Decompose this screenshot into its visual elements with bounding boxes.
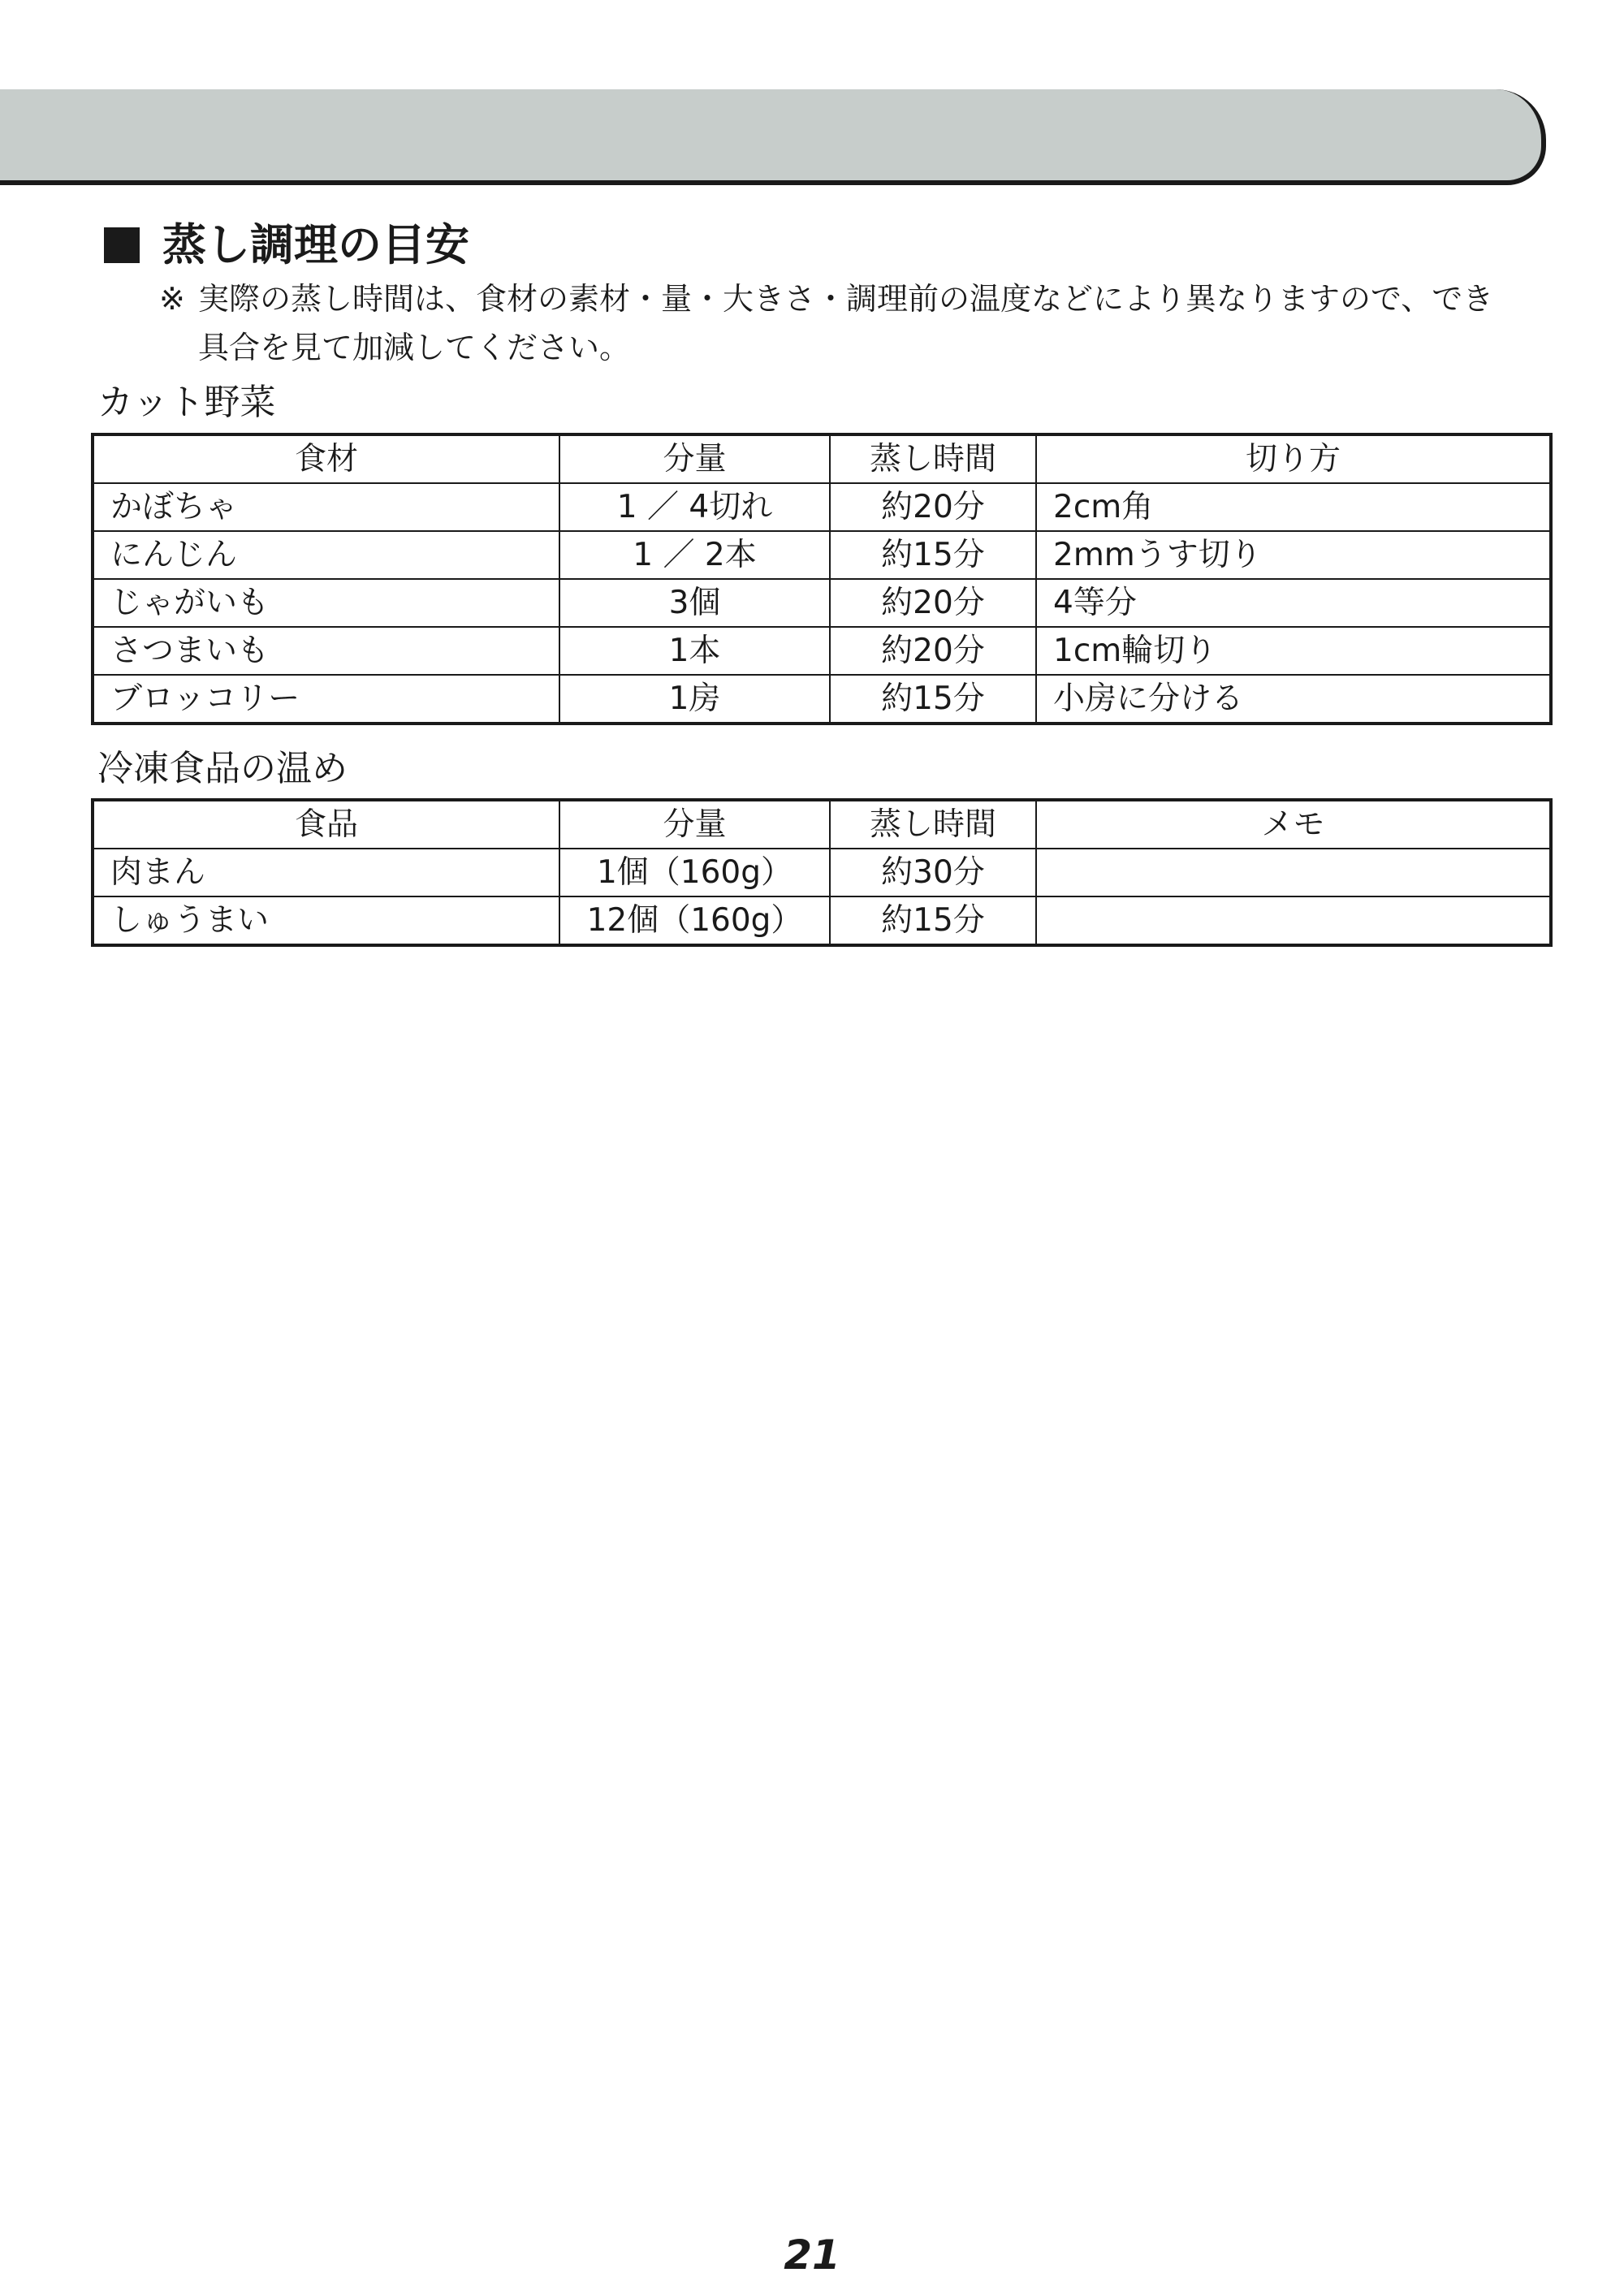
table-cell: 約20分: [830, 483, 1036, 531]
column-header: 分量: [559, 434, 830, 483]
table-cell: [1036, 896, 1551, 945]
section-title-text: 蒸し調理の目安: [162, 219, 469, 270]
table-row: [93, 627, 1551, 675]
table-cell: 約30分: [830, 849, 1036, 896]
table-row: [93, 896, 1551, 945]
vegetables-table: [91, 433, 1553, 725]
frozen-heading: 冷凍食品の温め: [97, 748, 348, 789]
table-cell: じゃがいも: [93, 579, 559, 627]
table-cell: 1房: [559, 675, 830, 724]
table-cell: 2cm角: [1036, 483, 1551, 531]
column-header: 食品: [93, 800, 559, 849]
table-header-row: [93, 800, 1551, 849]
table-row: [93, 483, 1551, 531]
vegetables-heading: カット野菜: [97, 382, 276, 423]
table-row: [93, 675, 1551, 724]
column-header: 切り方: [1036, 434, 1551, 483]
table-row: [93, 579, 1551, 627]
table-cell: かぼちゃ: [93, 483, 559, 531]
note-line-2: 具合を見て加減してください。: [198, 330, 631, 365]
column-header: 蒸し時間: [830, 800, 1036, 849]
column-header: 分量: [559, 800, 830, 849]
table-cell: 2mmうす切り: [1036, 531, 1551, 579]
table-cell: にんじん: [93, 531, 559, 579]
table-cell: しゅうまい: [93, 896, 559, 945]
table-cell: 約20分: [830, 627, 1036, 675]
table-cell: さつまいも: [93, 627, 559, 675]
note: [159, 274, 1556, 372]
table-cell: 1個（160g）: [559, 849, 830, 896]
page-number: 21: [784, 2231, 840, 2279]
frozen-table: [91, 798, 1553, 947]
table-cell: 4等分: [1036, 579, 1551, 627]
table-cell: 約15分: [830, 531, 1036, 579]
table-cell: 約20分: [830, 579, 1036, 627]
table-cell: 1 ／ 2本: [559, 531, 830, 579]
table-cell: 約15分: [830, 896, 1036, 945]
column-header: メモ: [1036, 800, 1551, 849]
table-cell: 約15分: [830, 675, 1036, 724]
table-cell: ブロッコリー: [93, 675, 559, 724]
column-header: 食材: [93, 434, 559, 483]
table-row: [93, 849, 1551, 896]
table-cell: 小房に分ける: [1036, 675, 1551, 724]
table-cell: 1 ／ 4切れ: [559, 483, 830, 531]
table-cell: 1本: [559, 627, 830, 675]
section-title: [104, 213, 469, 278]
table-cell: 肉まん: [93, 849, 559, 896]
table-cell: [1036, 849, 1551, 896]
table-cell: 12個（160g）: [559, 896, 830, 945]
table-cell: 3個: [559, 579, 830, 627]
note-line-1: 実際の蒸し時間は、食材の素材・量・大きさ・調理前の温度などにより異なりますので、でき: [198, 281, 1494, 317]
table-cell: 1cm輪切り: [1036, 627, 1551, 675]
note-mark: ※: [159, 281, 185, 317]
header-band: [0, 89, 1546, 185]
table-row: [93, 531, 1551, 579]
square-bullet-icon: [104, 227, 140, 263]
column-header: 蒸し時間: [830, 434, 1036, 483]
table-header-row: [93, 434, 1551, 483]
